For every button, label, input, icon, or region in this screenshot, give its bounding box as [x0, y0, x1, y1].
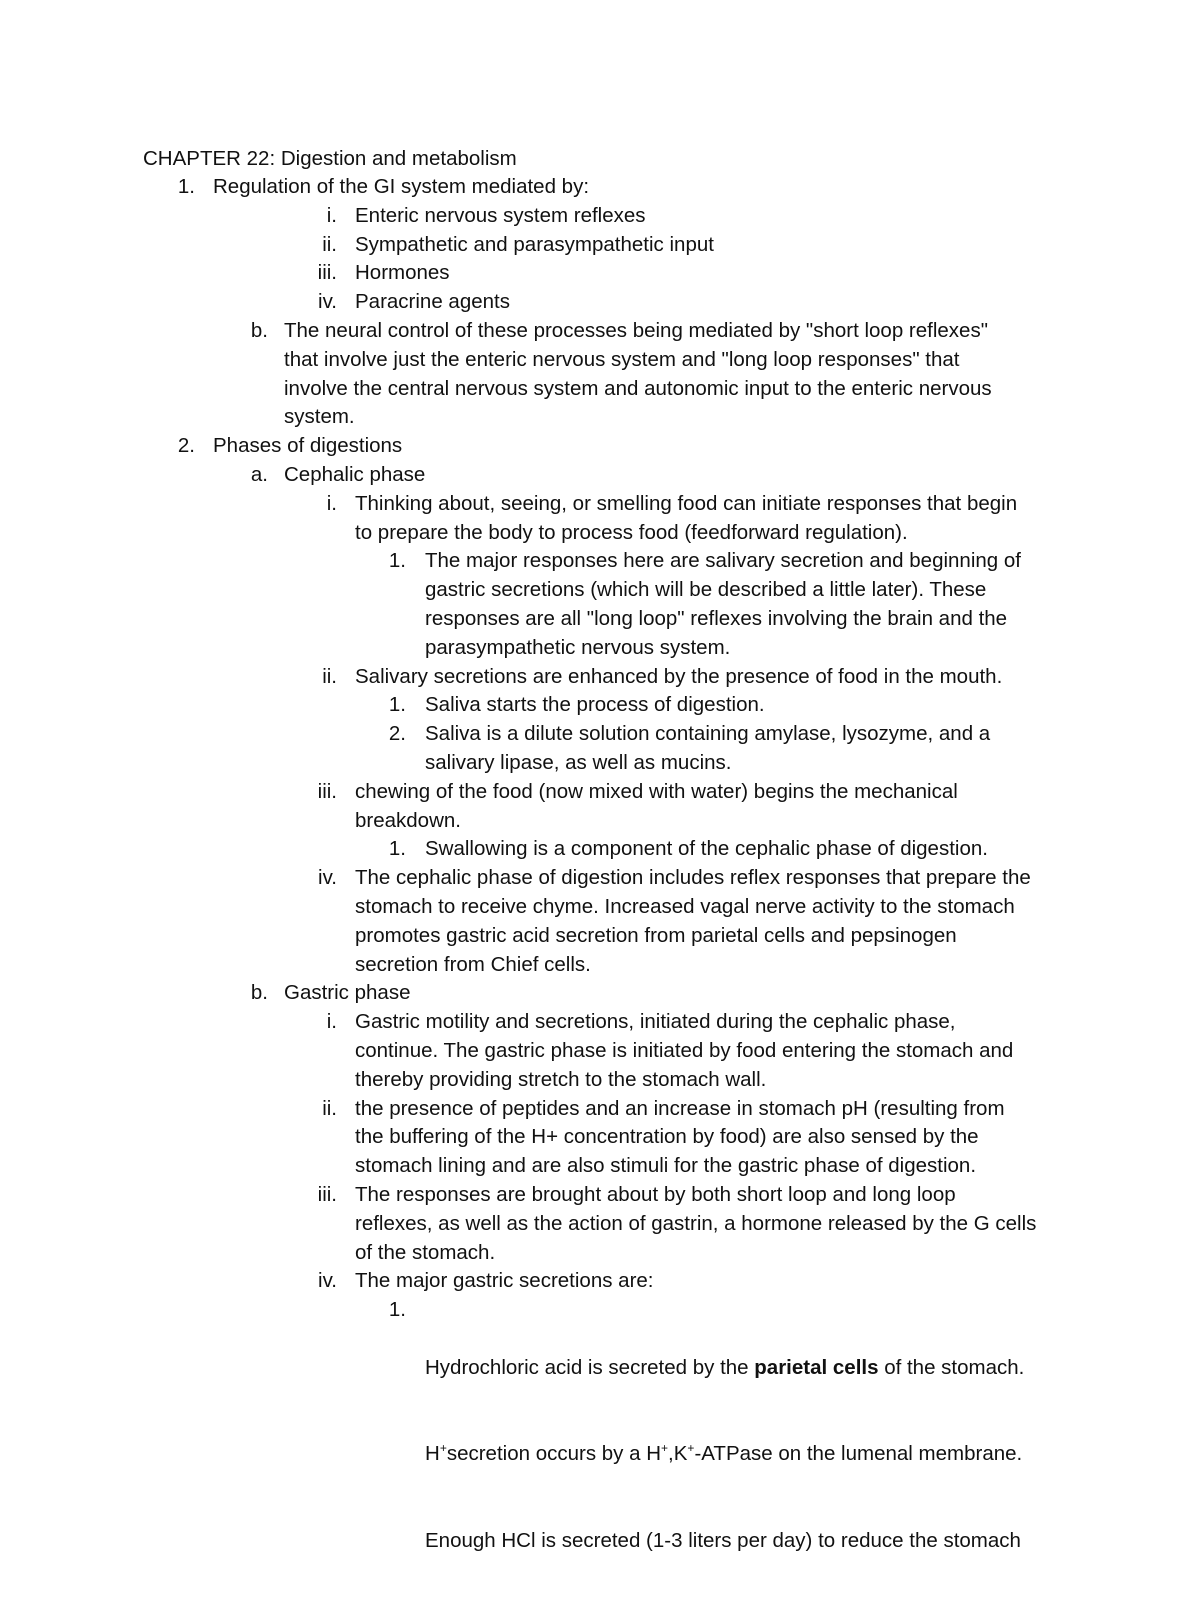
- list-item: [0, 979, 1200, 1008]
- list-marker: ii.: [322, 1096, 337, 1120]
- list-item: [0, 173, 1200, 202]
- text-line: secretion from Chief cells.: [355, 952, 591, 976]
- text-line: Swallowing is a component of the cephalic phase of digestion.: [425, 837, 988, 861]
- list-marker: 1.: [388, 549, 406, 573]
- text-line: Sympathetic and parasympathetic input: [355, 232, 714, 256]
- list-item: [0, 432, 1200, 461]
- list-marker: 1.: [388, 1298, 406, 1322]
- list-item: [0, 288, 1200, 317]
- text-line: chewing of the food (now mixed with water) begins the mechanical: [355, 779, 958, 803]
- list-marker: 1.: [177, 175, 195, 198]
- list-item-text: [425, 547, 1065, 662]
- list-marker: iv.: [318, 866, 337, 890]
- list-item-text: [355, 1267, 1070, 1296]
- list-marker: ii.: [322, 664, 337, 688]
- list-marker: b.: [250, 319, 268, 342]
- list-item-text: [355, 864, 1070, 979]
- hcl-line-3: Enough HCl is secreted (1-3 liters per day) to reduce the stomach: [425, 1528, 1021, 1552]
- text-line: the buffering of the H+ concentration by food) are also sensed by the: [355, 1125, 979, 1149]
- text-line: thereby providing stretch to the stomach wall.: [355, 1067, 767, 1091]
- text-line: involve the central nervous system and autonomic input to the enteric nervous: [284, 376, 992, 400]
- list-marker: 2.: [388, 722, 406, 746]
- text-line: Gastric motility and secretions, initiated during the cephalic phase,: [355, 1010, 956, 1034]
- text-line: Hormones: [355, 261, 450, 285]
- chapter-title: CHAPTER 22: Digestion and metabolism: [143, 147, 517, 170]
- list-marker: 1.: [388, 837, 406, 861]
- list-marker: iv.: [318, 1269, 337, 1293]
- text-run: ,K: [668, 1442, 688, 1466]
- list-marker: i.: [326, 203, 337, 227]
- list-marker: iii.: [317, 261, 337, 285]
- list-item-text: [355, 1181, 1070, 1267]
- text-line: salivary lipase, as well as mucins.: [425, 750, 732, 774]
- text-line: Saliva starts the process of digestion.: [425, 693, 765, 717]
- list-item: [0, 1095, 1200, 1181]
- text-line: Salivary secretions are enhanced by the presence of food in the mouth.: [355, 664, 1003, 688]
- list-item-text: [425, 835, 1065, 864]
- list-item-text: [425, 691, 1065, 720]
- text-line: the presence of peptides and an increase in stomach pH (resulting from: [355, 1096, 1005, 1120]
- text-line: promotes gastric acid secretion from parietal cells and pepsinogen: [355, 923, 957, 947]
- list-marker: iv.: [318, 290, 337, 314]
- text-line: Phases of digestions: [213, 434, 403, 458]
- list-item: [0, 691, 1200, 720]
- text-run: of the stomach.: [878, 1355, 1025, 1379]
- list-item-text: [355, 1008, 1070, 1094]
- list-item-text: [284, 979, 1064, 1008]
- text-line: Saliva is a dilute solution containing amylase, lysozyme, and a: [425, 722, 991, 746]
- text-line: The cephalic phase of digestion includes reflex responses that prepare the: [355, 866, 1031, 890]
- list-item: [0, 720, 1200, 778]
- list-item: [0, 1267, 1200, 1296]
- list-item: [0, 778, 1200, 836]
- text-line: breakdown.: [355, 808, 461, 832]
- superscript: +: [687, 1441, 695, 1456]
- text-line: The major gastric secretions are:: [355, 1269, 654, 1293]
- text-line: Regulation of the GI system mediated by:: [213, 175, 590, 198]
- list-marker: ii.: [322, 232, 337, 256]
- text-line: stomach to receive chyme. Increased vagal nerve activity to the stomach: [355, 894, 1015, 918]
- hcl-line-2: [425, 1440, 1065, 1469]
- list-item-text: [425, 720, 1065, 778]
- text-line: responses are all "long loop" reflexes involving the brain and the: [425, 606, 1008, 630]
- list-item: [0, 231, 1200, 260]
- text-line: The responses are brought about by both short loop and long loop: [355, 1183, 956, 1206]
- list-item-text: [213, 432, 1073, 461]
- text-line: Gastric phase: [284, 981, 411, 1005]
- list-item-text: [355, 259, 1070, 288]
- text-line: gastric secretions (which will be described a little later). These: [425, 578, 987, 602]
- list-item-text: [284, 317, 1064, 432]
- superscript: +: [661, 1441, 669, 1456]
- text-line: Thinking about, seeing, or smelling food can initiate responses that begin: [355, 491, 1018, 515]
- list-item: [0, 835, 1200, 864]
- list-marker: i.: [326, 1010, 337, 1034]
- list-item: [0, 461, 1200, 490]
- list-item-text: [355, 778, 1070, 836]
- text-line: of the stomach.: [355, 1240, 496, 1264]
- text-line: reflexes, as well as the action of gastrin, a hormone released by the G cells: [355, 1211, 1037, 1235]
- list-item-text: [355, 663, 1070, 692]
- list-item-text: [355, 1095, 1070, 1181]
- list-item: [0, 1008, 1200, 1094]
- list-item-text: [355, 490, 1070, 548]
- list-marker: b.: [250, 981, 268, 1005]
- text-line: Cephalic phase: [284, 463, 426, 486]
- text-line: system.: [284, 405, 355, 429]
- text-line: The neural control of these processes being mediated by "short loop reflexes": [284, 319, 988, 342]
- list-item: [0, 202, 1200, 231]
- list-marker: 1.: [388, 693, 406, 717]
- text-line: parasympathetic nervous system.: [425, 635, 731, 659]
- list-item-text: [425, 1296, 1065, 1613]
- list-item-text: [355, 231, 1070, 260]
- superscript: +: [439, 1441, 447, 1456]
- list-item-text: [355, 202, 1070, 231]
- list-item-text: [213, 173, 1073, 202]
- text-line: The major responses here are salivary secretion and beginning of: [425, 549, 1021, 573]
- list-item: [0, 547, 1200, 662]
- list-item: [0, 490, 1200, 548]
- text-run: secretion occurs by a H: [446, 1442, 662, 1466]
- list-marker: i.: [326, 491, 337, 515]
- text-run: H: [425, 1442, 440, 1466]
- text-line: continue. The gastric phase is initiated by food entering the stomach and: [355, 1038, 1014, 1062]
- list-item-text: [284, 461, 1064, 490]
- text-line: Enteric nervous system reflexes: [355, 203, 646, 227]
- hcl-line-1: [425, 1354, 1065, 1383]
- list-marker: iii.: [317, 1183, 337, 1206]
- text-run: Hydrochloric acid is secreted by the: [425, 1355, 755, 1379]
- text-run: -ATPase on the lumenal membrane.: [694, 1442, 1023, 1466]
- text-line: stomach lining and are also stimuli for the gastric phase of digestion.: [355, 1154, 977, 1178]
- bold-term: parietal cells: [754, 1355, 879, 1379]
- list-item-text: [355, 288, 1070, 317]
- text-line: that involve just the enteric nervous system and "long loop responses" that: [284, 347, 960, 371]
- text-line: to prepare the body to process food (feedforward regulation).: [355, 520, 908, 544]
- list-item: [0, 259, 1200, 288]
- list-marker: iii.: [317, 779, 337, 803]
- list-marker: 2.: [177, 434, 195, 458]
- list-item: [0, 317, 1200, 432]
- list-item: [0, 663, 1200, 692]
- list-item: [0, 1181, 1200, 1267]
- list-item: [0, 864, 1200, 979]
- list-marker: a.: [250, 463, 268, 486]
- text-line: Paracrine agents: [355, 290, 510, 314]
